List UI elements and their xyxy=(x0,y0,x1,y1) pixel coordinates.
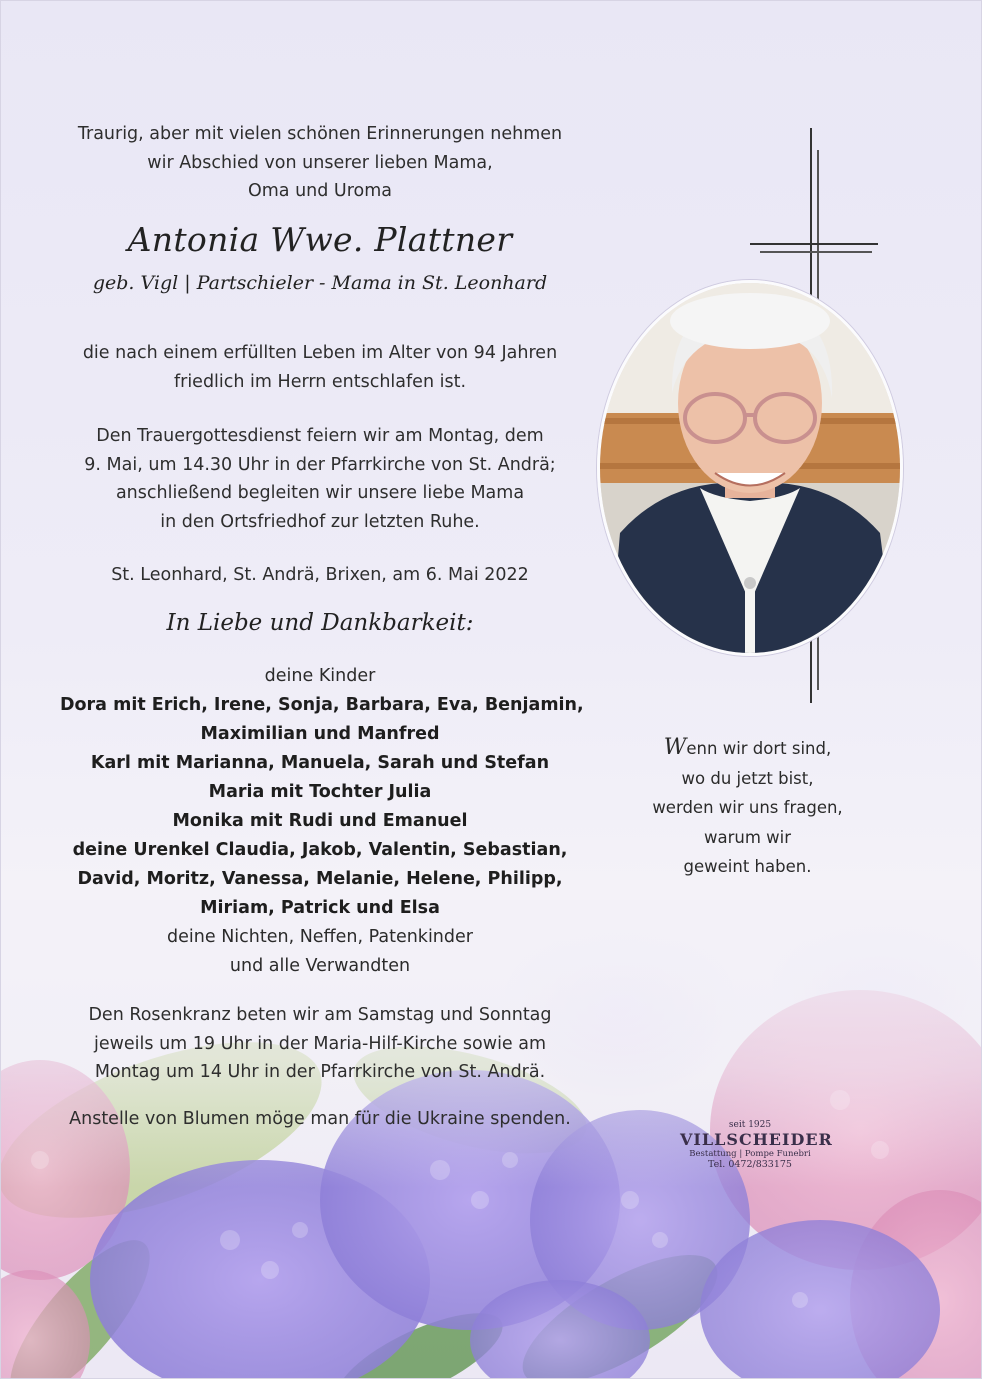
rosary-line: Den Rosenkranz beten wir am Samstag und Sonntag xyxy=(88,1005,552,1025)
logo-phone: Tel. 0472/833175 xyxy=(708,1159,792,1170)
death-notice-line: friedlich im Herrn entschlafen ist. xyxy=(173,371,467,392)
poem-line: enn wir dort sind, xyxy=(686,739,832,758)
family-row: David, Moritz, Vanessa, Melanie, Helene, Philipp, xyxy=(77,869,563,889)
family-row: Monika mit Rudi und Emanuel xyxy=(172,811,468,831)
portrait-photo xyxy=(597,280,903,656)
poem-initial: W xyxy=(663,735,687,760)
service-line: Den Trauergottesdienst feiern wir am Montag, dem xyxy=(96,426,544,446)
logo-brand: VILLSCHEIDER xyxy=(680,1130,833,1149)
cross-icon xyxy=(760,251,872,253)
poem-line: warum wir xyxy=(703,827,792,847)
funeral-home-logo xyxy=(680,1120,833,1170)
donation-note xyxy=(50,1105,590,1134)
family-list xyxy=(60,662,584,981)
family-row: Miriam, Patrick und Elsa xyxy=(200,898,440,918)
intro-line: Oma und Uroma xyxy=(247,181,393,201)
donation-text: Anstelle von Blumen möge man für die Ukraine spenden. xyxy=(69,1109,571,1129)
family-row: deine Kinder xyxy=(264,666,376,686)
intro-line: Traurig, aber mit vielen schönen Erinnerungen nehmen xyxy=(77,124,563,144)
deceased-name: Antonia Wwe. Plattner xyxy=(127,220,513,259)
poem-line: wo du jetzt bist, xyxy=(681,768,814,788)
service-line: 9. Mai, um 14.30 Uhr in der Pfarrkirche von St. Andrä; xyxy=(84,454,556,475)
rosary-info xyxy=(60,1001,580,1087)
service-line: in den Ortsfriedhof zur letzten Ruhe. xyxy=(160,511,480,532)
gratitude-heading: In Liebe und Dankbarkeit: xyxy=(166,610,474,636)
place-date-text: St. Leonhard, St. Andrä, Brixen, am 6. Mai 2022 xyxy=(111,565,529,585)
intro-text xyxy=(60,120,580,206)
family-row: Maria mit Tochter Julia xyxy=(208,782,432,802)
rosary-line: Montag um 14 Uhr in der Pfarrkirche von St. Andrä. xyxy=(94,1062,546,1082)
deceased-subtitle: geb. Vigl | Partschieler - Mama in St. Leonhard xyxy=(92,272,548,294)
service-line: anschließend begleiten wir unsere liebe Mama xyxy=(115,483,525,503)
family-row: deine Urenkel Claudia, Jakob, Valentin, Sebastian, xyxy=(72,840,568,860)
poem xyxy=(640,733,855,882)
death-notice-line: die nach einem erfüllten Leben im Alter von 94 Jahren xyxy=(82,343,558,363)
cross-icon xyxy=(750,243,878,245)
death-notice xyxy=(60,339,580,396)
family-row: und alle Verwandten xyxy=(229,956,411,976)
family-row: Maximilian und Manfred xyxy=(200,724,440,744)
rosary-line: jeweils um 19 Uhr in der Maria-Hilf-Kirche sowie am xyxy=(93,1033,547,1054)
family-row: Karl mit Marianna, Manuela, Sarah und Stefan xyxy=(90,753,550,773)
poem-line: werden wir uns fragen, xyxy=(652,798,843,817)
service-info xyxy=(60,422,580,536)
logo-since: seit 1925 xyxy=(728,1120,772,1130)
family-row: deine Nichten, Neffen, Patenkinder xyxy=(167,927,473,947)
family-row: Dora mit Erich, Irene, Sonja, Barbara, Eva, Benjamin, xyxy=(60,695,584,715)
intro-line: wir Abschied von unserer lieben Mama, xyxy=(147,152,493,173)
poem-line: geweint haben. xyxy=(683,857,812,876)
logo-tagline: Bestattung | Pompe Funebri xyxy=(689,1149,811,1159)
place-date xyxy=(60,561,580,590)
